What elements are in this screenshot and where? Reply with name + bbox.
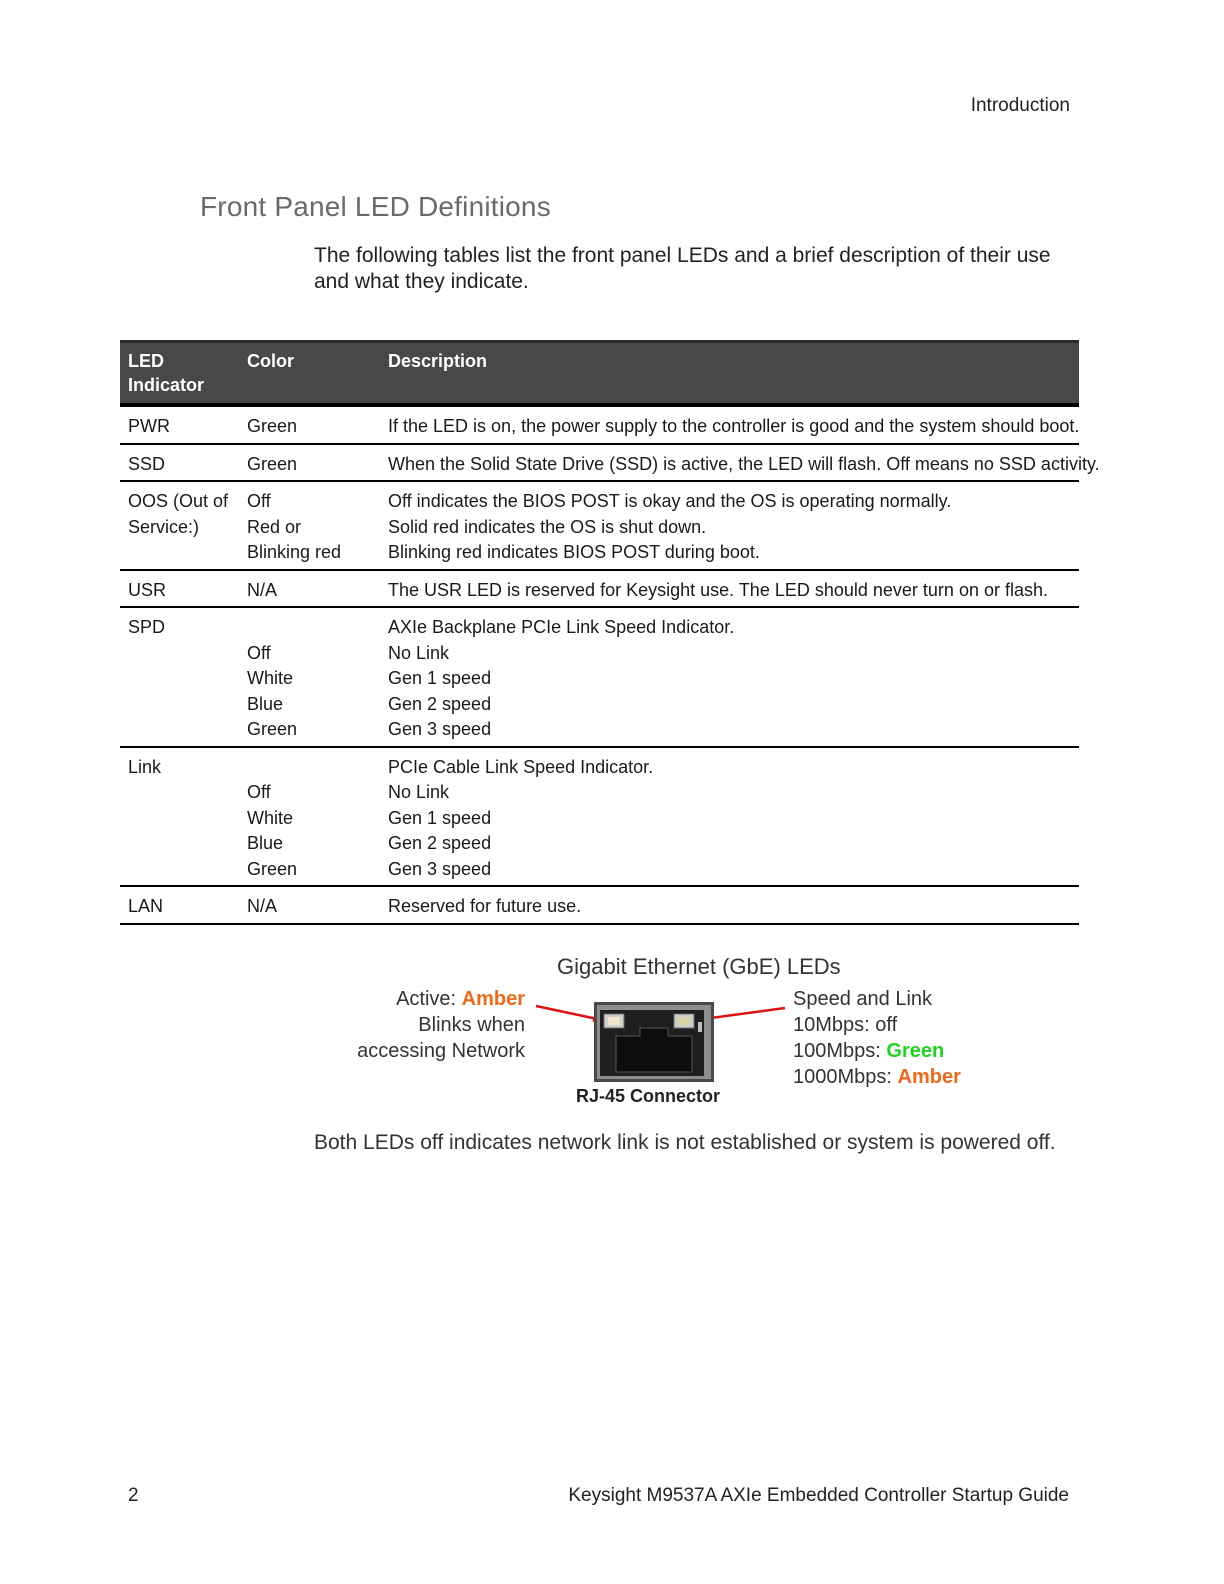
cell-color: N/A [247, 579, 278, 600]
header-description: Description [388, 351, 488, 371]
table-row [120, 748, 1079, 888]
cell-color: N/A [247, 896, 278, 916]
cell-led: PWR [128, 416, 170, 436]
green-text: Green [886, 1040, 945, 1062]
cell-led: LAN [128, 896, 164, 916]
table-row [120, 608, 1079, 748]
table-header [120, 340, 1079, 407]
cell-description: PCIe Cable Link Speed Indicator. No Link Gen 1 speed Gen 2 speed Gen 3 speed [388, 756, 654, 879]
intro-paragraph: The following tables list the front panel LEDs and a brief description of their use and what they indicate. [314, 244, 1051, 293]
cell-description: AXIe Backplane PCIe Link Speed Indicator. No Link Gen 1 speed Gen 2 speed Gen 3 speed [388, 617, 735, 739]
active-led-arrow [536, 1006, 602, 1020]
cell-color: Green [247, 453, 298, 474]
cell-led: Link [128, 756, 162, 777]
figure-title: Gigabit Ethernet (GbE) LEDs [557, 954, 841, 979]
cell-led: SPD [128, 617, 166, 637]
section-title: Front Panel LED Definitions [200, 191, 551, 222]
running-header: Introduction [970, 95, 1070, 116]
table-row [120, 445, 1100, 483]
table-row [120, 887, 1079, 925]
rj45-connector-image [594, 1002, 714, 1082]
cell-description: When the Solid State Drive (SSD) is active, the LED will flash. Off means no SSD activity. [388, 453, 1100, 474]
cell-led: SSD [128, 453, 166, 474]
table-row [120, 482, 1079, 571]
header-led-indicator: LED Indicator [128, 351, 205, 395]
gbe-led-figure [340, 950, 980, 1115]
footer-title: Keysight M9537A AXIe Embedded Controller Startup Guide [568, 1485, 1069, 1506]
cell-description: The USR LED is reserved for Keysight use. The LED should never turn on or flash. [388, 579, 1048, 600]
cell-description: Reserved for future use. [388, 896, 582, 916]
page-number: 2 [128, 1485, 139, 1506]
amber-text: Amber [897, 1066, 961, 1088]
cell-color: Off Red or Blinking red [247, 491, 342, 562]
table-row [120, 571, 1079, 609]
cell-color: Off White Blue Green [247, 642, 298, 739]
leds-off-note: Both LEDs off indicates network link is not established or system is powered off. [314, 1131, 1056, 1154]
connector-caption: RJ-45 Connector [576, 1086, 721, 1106]
table-body [120, 407, 1100, 925]
cell-description: If the LED is on, the power supply to the controller is good and the system should boot. [388, 416, 1080, 436]
cell-led: OOS (Out of Service:) [128, 491, 229, 537]
table-row [120, 407, 1079, 445]
header-color: Color [247, 351, 294, 371]
active-led-label: Active: Amber Blinks when accessing Network [357, 988, 525, 1062]
led-definitions-table [120, 340, 1100, 925]
cell-description: Off indicates the BIOS POST is okay and the OS is operating normally. Solid red indicates the OS is shut down. Blinking red indicates BIOS POST during boot. [388, 491, 952, 562]
cell-color: Off White Blue Green [247, 782, 298, 879]
amber-text: Amber [461, 988, 525, 1010]
speed-link-led-label: Speed and Link 10Mbps: off 100Mbps: Green 1000Mbps: Amber [793, 988, 961, 1088]
cell-led: USR [128, 579, 167, 600]
cell-color: Green [247, 416, 298, 436]
